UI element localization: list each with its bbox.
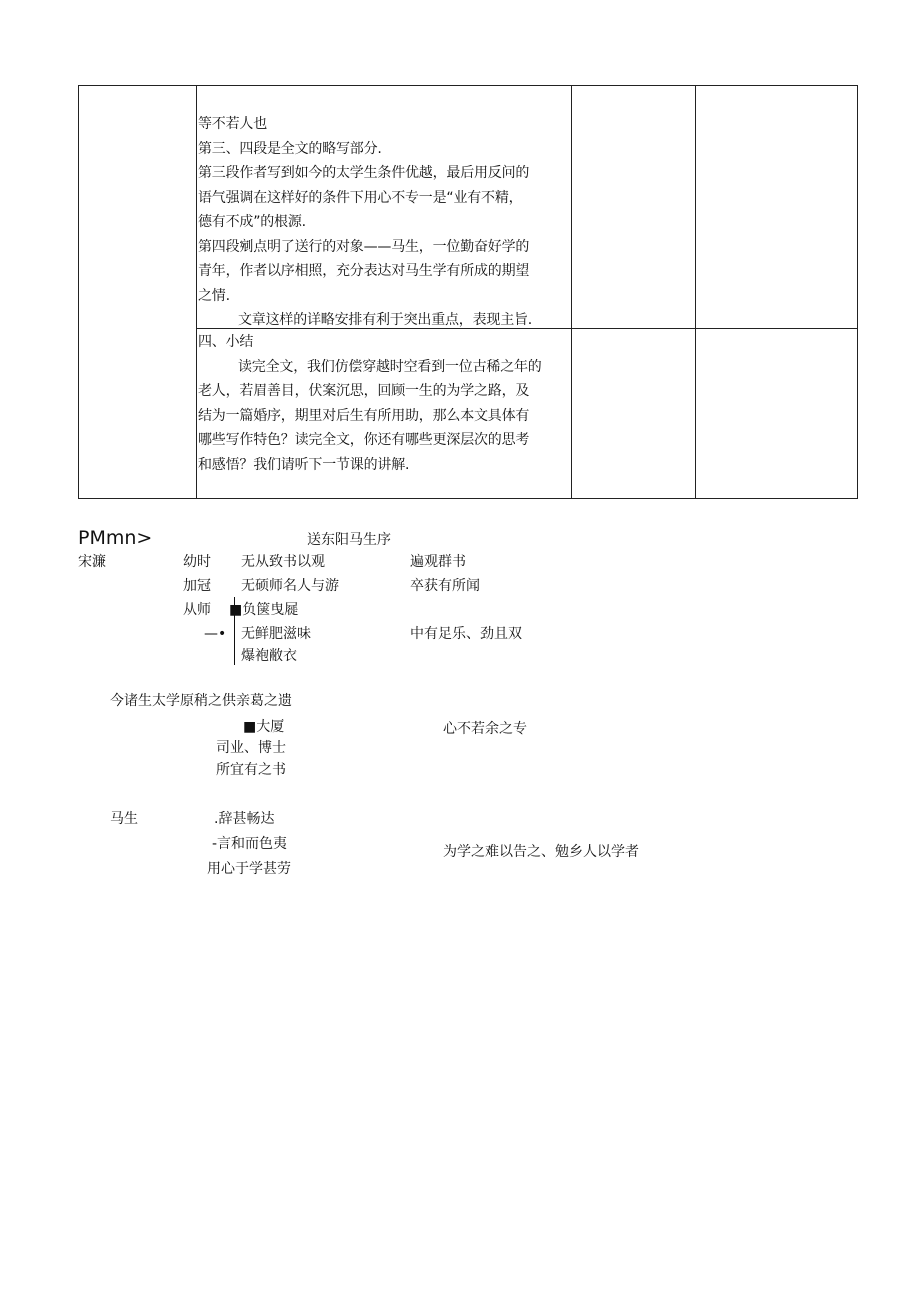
outline-item: -言和而色夷 xyxy=(212,836,288,852)
outline-item: 心不若余之专 xyxy=(443,721,527,737)
section-heading: 四、小结 xyxy=(198,334,254,350)
text-line: 之情. xyxy=(198,287,230,304)
outline-item: 无鲜肥滋味 xyxy=(241,626,311,642)
text-line: 第三段作者写到如今的太学生条件优越，最后用反问的 xyxy=(198,165,530,181)
text-line: 青年，作者以序相照，充分表达对马生学有所成的期望 xyxy=(198,263,530,279)
outline-label: 加冠 xyxy=(183,578,211,594)
text-line: 哪些写作特色？读完全文，你还有哪些更深层次的思考 xyxy=(198,432,530,448)
outline-author: 宋濂 xyxy=(78,554,106,570)
outline-item: 司业、博士 xyxy=(216,740,286,756)
text-line: 和感悟？我们请听下一节课的讲解. xyxy=(198,456,410,473)
outline-item: 所宜有之书 xyxy=(216,762,286,778)
outline-item: 卒获有所闻 xyxy=(410,578,480,594)
outline-title: 送东阳马生序 xyxy=(307,532,391,548)
outline-heading: PMmn> xyxy=(78,527,153,549)
table-border-bottom xyxy=(78,498,858,499)
table-border-right xyxy=(857,85,858,499)
table-divider-1 xyxy=(196,85,197,499)
outline-item: .辞甚畅达 xyxy=(214,811,275,827)
table-divider-3 xyxy=(695,85,696,499)
text-line: 第三、四段是全文的略写部分. xyxy=(198,140,382,157)
table-border-top xyxy=(78,85,858,86)
outline-label: 从师 xyxy=(183,602,211,618)
text-line: 第四段剜点明了送行的对象——马生，一位勤奋好学的 xyxy=(198,238,530,255)
table-cell-row2 xyxy=(198,330,542,477)
outline-item: 遍观群书 xyxy=(410,554,466,570)
table-border-left xyxy=(78,85,79,499)
text-line: 结为一篇婚序，期里对后生有所用助，那么本文具体有 xyxy=(198,407,530,424)
outline-item: 为学之难以告之、勉乡人以学者 xyxy=(443,844,639,860)
outline-item: 今诸生太学原稍之供亲葛之遗 xyxy=(110,693,292,709)
text-line: 读完全文，我们仿偿穿越时空看到一位古稀之年的 xyxy=(238,358,542,375)
outline-item: 中有足乐、劲且双 xyxy=(410,626,522,642)
text-line: 德有不成”的根源. xyxy=(198,214,306,230)
outline-item: ■负箧曳屣 xyxy=(229,602,299,618)
text-line: 文章这样的详略安排有利于突出重点，表现主旨. xyxy=(238,312,533,328)
outline-label: 幼时 xyxy=(183,554,211,570)
outline-item: ■大厦 xyxy=(243,719,285,735)
outline-item: 爆袍敝衣 xyxy=(241,648,297,664)
text-line: 语气强调在这样好的条件下用心不专一是“业有不精， xyxy=(198,189,523,206)
outline-label: 马生 xyxy=(110,811,138,827)
outline-item: 无硕师名人与游 xyxy=(241,578,339,594)
text-line: 等不若人也 xyxy=(198,116,267,132)
text-line: 老人，若眉善目，伏案沉思，回顾一生的为学之路，及 xyxy=(198,383,530,399)
outline-connector: —• xyxy=(204,626,227,642)
outline-item: 无从致书以观 xyxy=(241,554,325,570)
table-cell-row1 xyxy=(198,112,532,333)
outline-item: 用心于学甚劳 xyxy=(207,861,291,877)
table-divider-2 xyxy=(571,85,572,499)
